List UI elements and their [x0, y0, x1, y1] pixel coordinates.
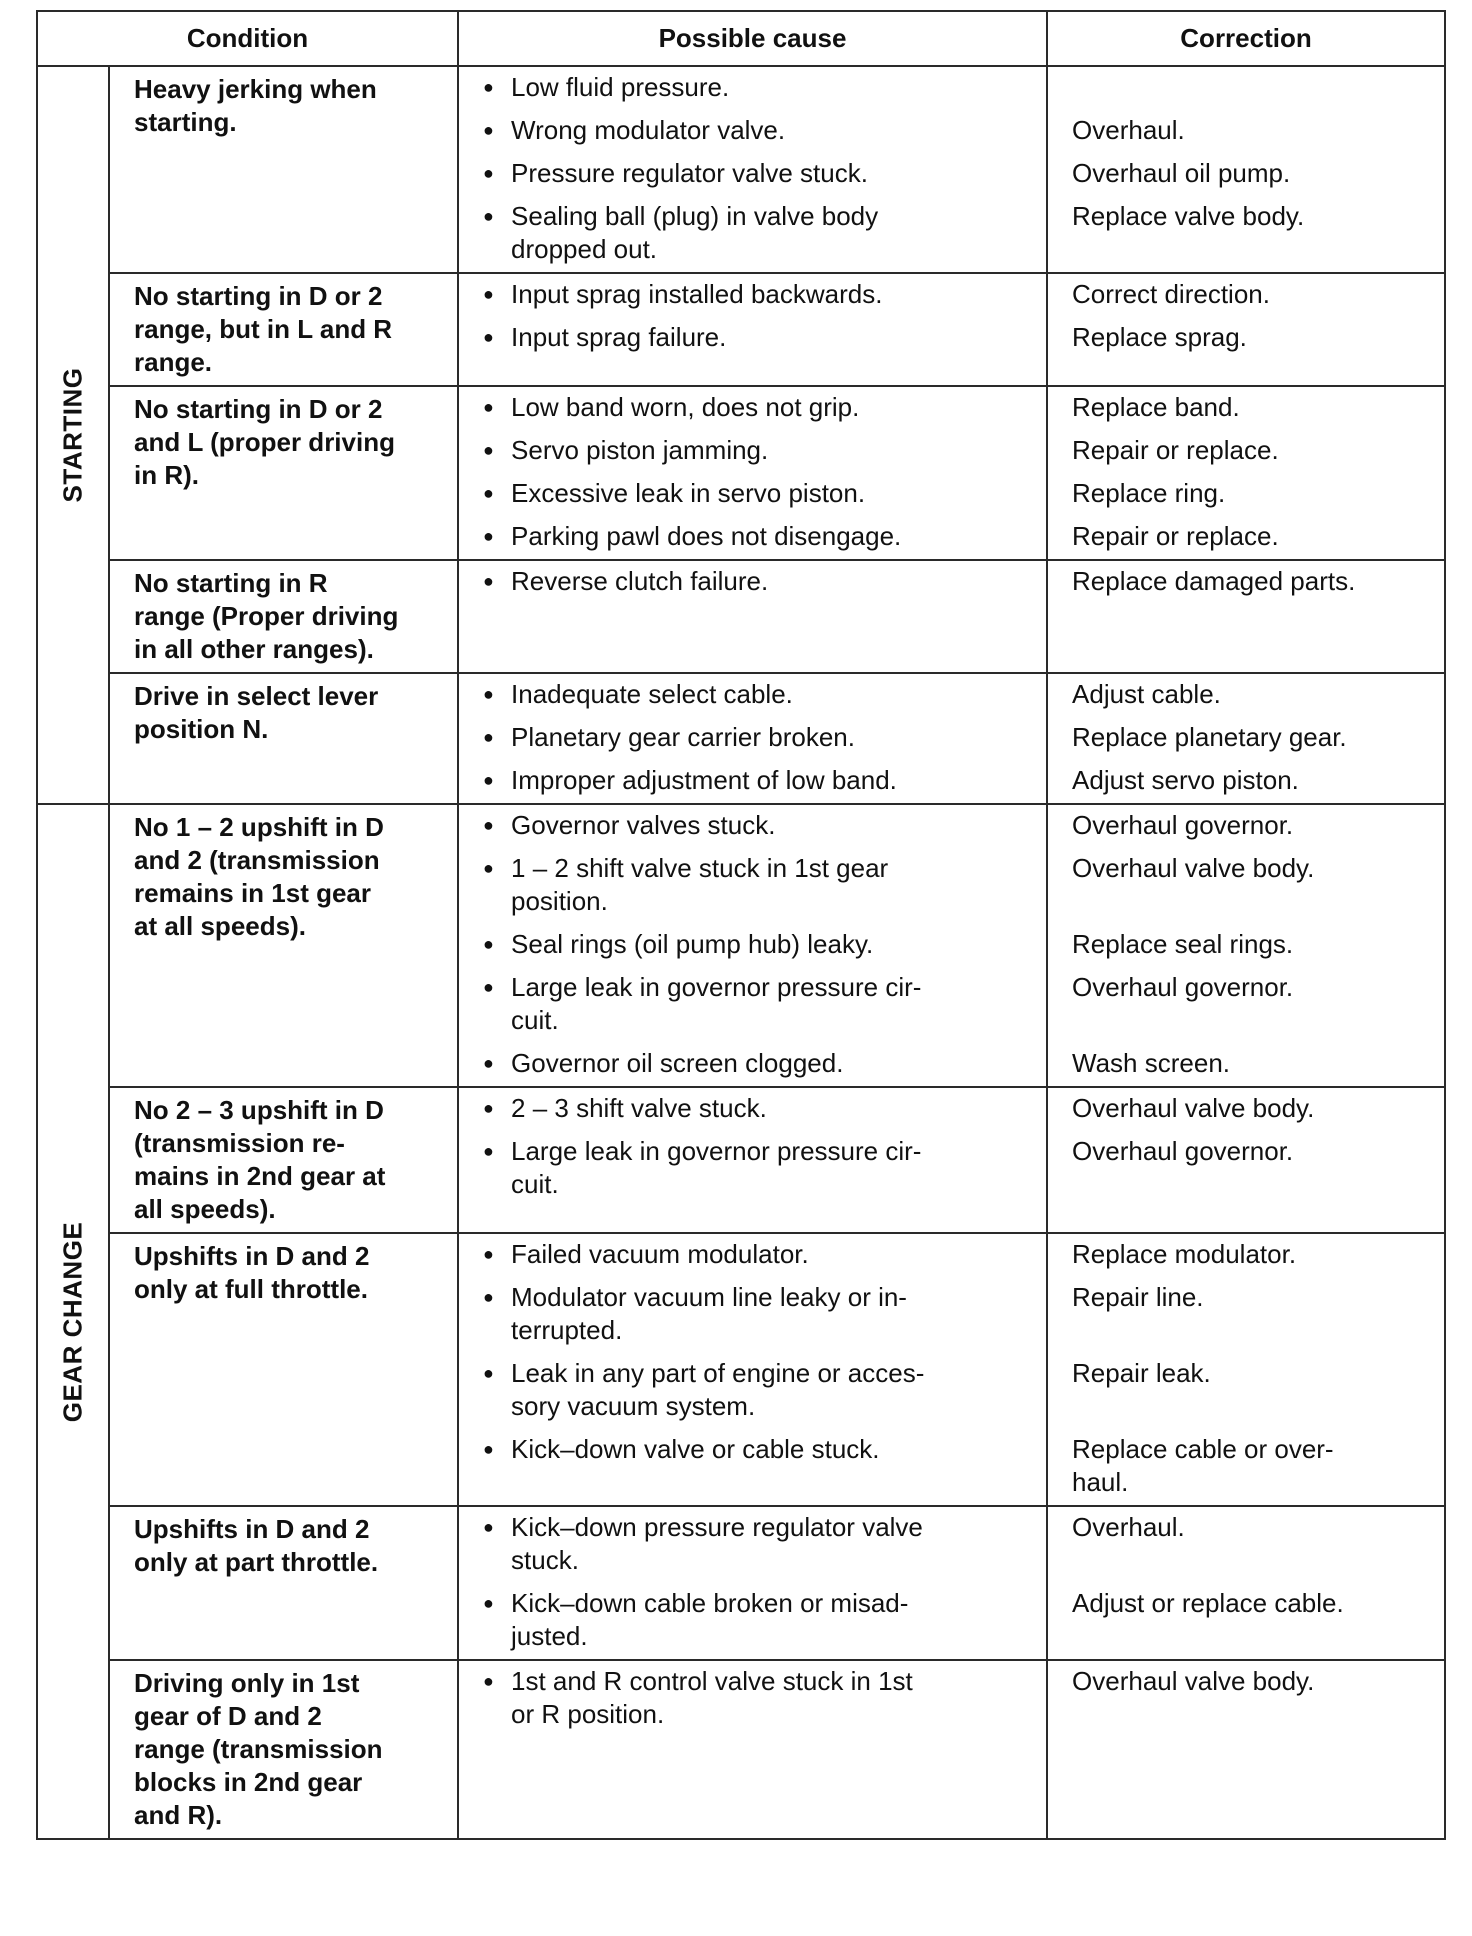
- table-row: [37, 1660, 1445, 1839]
- header-possible-cause: Possible cause: [458, 11, 1047, 66]
- cause-item: ● 1st and R control valve stuck in 1st or R position.: [483, 1665, 1032, 1731]
- cause-item: ● Planetary gear carrier broken.: [483, 721, 1032, 754]
- header-row: [37, 11, 1445, 66]
- correction-cell: [1047, 1087, 1445, 1233]
- section-cell: [37, 66, 109, 804]
- cause-item: ● Sealing ball (plug) in valve body dropped out.: [483, 200, 1032, 266]
- correction-item: Wash screen.: [1072, 1048, 1230, 1078]
- correction-item: Overhaul valve body.: [1072, 1093, 1315, 1123]
- cause-item: ● Pressure regulator valve stuck.: [483, 157, 1032, 190]
- cause-item: ● Input sprag installed backwards.: [483, 278, 1032, 311]
- troubleshooting-table: [36, 10, 1446, 1840]
- cause-cell: [458, 1506, 1047, 1660]
- cause-item: ● Input sprag failure.: [483, 321, 1032, 354]
- correction-cell: [1047, 804, 1445, 1087]
- cause-item: ● Reverse clutch failure.: [483, 565, 1032, 598]
- correction-item: Replace band.: [1072, 392, 1240, 422]
- section-cell: [37, 804, 109, 1839]
- cause-item: ● 2 – 3 shift valve stuck.: [483, 1092, 1032, 1125]
- cause-cell: [458, 673, 1047, 804]
- table-row: [37, 560, 1445, 673]
- header-correction: Correction: [1047, 11, 1445, 66]
- correction-cell: [1047, 1233, 1445, 1506]
- condition-cell: Upshifts in D and 2 only at full throttle.: [109, 1233, 458, 1506]
- correction-item: Replace sprag.: [1072, 322, 1247, 352]
- cause-item: ● Servo piston jamming.: [483, 434, 1032, 467]
- cause-item: ● Wrong modulator valve.: [483, 114, 1032, 147]
- correction-item: Overhaul.: [1072, 1512, 1185, 1542]
- cause-item: ● Leak in any part of engine or acces- sory vacuum system.: [483, 1357, 1032, 1423]
- table-row: [37, 673, 1445, 804]
- cause-item: ● Failed vacuum modulator.: [483, 1238, 1032, 1271]
- cause-item: ● Low band worn, does not grip.: [483, 391, 1032, 424]
- correction-item: Repair or replace.: [1072, 435, 1279, 465]
- cause-item: ● Governor valves stuck.: [483, 809, 1032, 842]
- correction-item: Overhaul valve body.: [1072, 853, 1315, 883]
- correction-item: Overhaul governor.: [1072, 1136, 1294, 1166]
- cause-item: ● Governor oil screen clogged.: [483, 1047, 1032, 1080]
- correction-item: Overhaul governor.: [1072, 972, 1294, 1002]
- cause-item: ● Kick–down pressure regulator valve stuck.: [483, 1511, 1032, 1577]
- cause-item: ● Kick–down cable broken or misad- justed.: [483, 1587, 1032, 1653]
- correction-item: Replace ring.: [1072, 478, 1226, 508]
- correction-item: Repair leak.: [1072, 1358, 1211, 1388]
- correction-item: Replace planetary gear.: [1072, 722, 1347, 752]
- cause-item: ● Improper adjustment of low band.: [483, 764, 1032, 797]
- correction-cell: [1047, 386, 1445, 560]
- cause-item: ● Large leak in governor pressure cir- cuit.: [483, 1135, 1032, 1201]
- cause-item: ● Large leak in governor pressure cir- cuit.: [483, 971, 1032, 1037]
- condition-cell: No starting in D or 2 and L (proper driving in R).: [109, 386, 458, 560]
- cause-cell: [458, 1087, 1047, 1233]
- cause-cell: [458, 560, 1047, 673]
- correction-item: Adjust servo piston.: [1072, 765, 1299, 795]
- correction-item: Replace valve body.: [1072, 201, 1305, 231]
- condition-cell: No 2 – 3 upshift in D (transmission re- mains in 2nd gear at all speeds).: [109, 1087, 458, 1233]
- correction-item: Replace cable or over- haul.: [1072, 1434, 1334, 1497]
- correction-item: Overhaul.: [1072, 115, 1185, 145]
- table-row: [37, 1506, 1445, 1660]
- cause-cell: [458, 1233, 1047, 1506]
- table-body: [37, 66, 1445, 1839]
- table-row: [37, 1233, 1445, 1506]
- correction-item: Replace seal rings.: [1072, 929, 1294, 959]
- correction-cell: [1047, 560, 1445, 673]
- correction-item: [1072, 71, 1434, 104]
- correction-cell: [1047, 673, 1445, 804]
- correction-item: Repair or replace.: [1072, 521, 1279, 551]
- correction-item: Overhaul governor.: [1072, 810, 1294, 840]
- header-condition: Condition: [37, 11, 458, 66]
- correction-item: Replace damaged parts.: [1072, 566, 1356, 596]
- condition-cell: Drive in select lever position N.: [109, 673, 458, 804]
- condition-cell: No starting in D or 2 range, but in L and R range.: [109, 273, 458, 386]
- cause-item: ● Seal rings (oil pump hub) leaky.: [483, 928, 1032, 961]
- table-row: [37, 386, 1445, 560]
- correction-item: Replace modulator.: [1072, 1239, 1297, 1269]
- condition-cell: No 1 – 2 upshift in D and 2 (transmission remains in 1st gear at all speeds).: [109, 804, 458, 1087]
- condition-cell: No starting in R range (Proper driving in all other ranges).: [109, 560, 458, 673]
- correction-cell: [1047, 273, 1445, 386]
- cause-cell: [458, 386, 1047, 560]
- correction-item: Overhaul oil pump.: [1072, 158, 1291, 188]
- cause-cell: [458, 804, 1047, 1087]
- cause-cell: [458, 66, 1047, 273]
- section-label: STARTING: [57, 367, 88, 503]
- table-row: [37, 273, 1445, 386]
- correction-item: Repair line.: [1072, 1282, 1204, 1312]
- condition-cell: Heavy jerking when starting.: [109, 66, 458, 273]
- cause-cell: [458, 273, 1047, 386]
- table-row: [37, 804, 1445, 1087]
- section-label: GEAR CHANGE: [57, 1221, 88, 1422]
- correction-item: Adjust cable.: [1072, 679, 1221, 709]
- condition-cell: Upshifts in D and 2 only at part throttle.: [109, 1506, 458, 1660]
- cause-item: ● Kick–down valve or cable stuck.: [483, 1433, 1032, 1499]
- correction-cell: [1047, 1506, 1445, 1660]
- table-row: [37, 66, 1445, 273]
- cause-item: ● Low fluid pressure.: [483, 71, 1032, 104]
- correction-item: Overhaul valve body.: [1072, 1666, 1315, 1696]
- correction-item: Adjust or replace cable.: [1072, 1588, 1344, 1618]
- correction-item: Correct direction.: [1072, 279, 1270, 309]
- condition-cell: Driving only in 1st gear of D and 2 range (transmission blocks in 2nd gear and R).: [109, 1660, 458, 1839]
- correction-cell: [1047, 1660, 1445, 1839]
- correction-cell: [1047, 66, 1445, 273]
- table-row: [37, 1087, 1445, 1233]
- cause-item: ● Inadequate select cable.: [483, 678, 1032, 711]
- cause-item: ● Excessive leak in servo piston.: [483, 477, 1032, 510]
- cause-cell: [458, 1660, 1047, 1839]
- cause-item: ● 1 – 2 shift valve stuck in 1st gear position.: [483, 852, 1032, 918]
- cause-item: ● Parking pawl does not disengage.: [483, 520, 1032, 553]
- cause-item: ● Modulator vacuum line leaky or in- terrupted.: [483, 1281, 1032, 1347]
